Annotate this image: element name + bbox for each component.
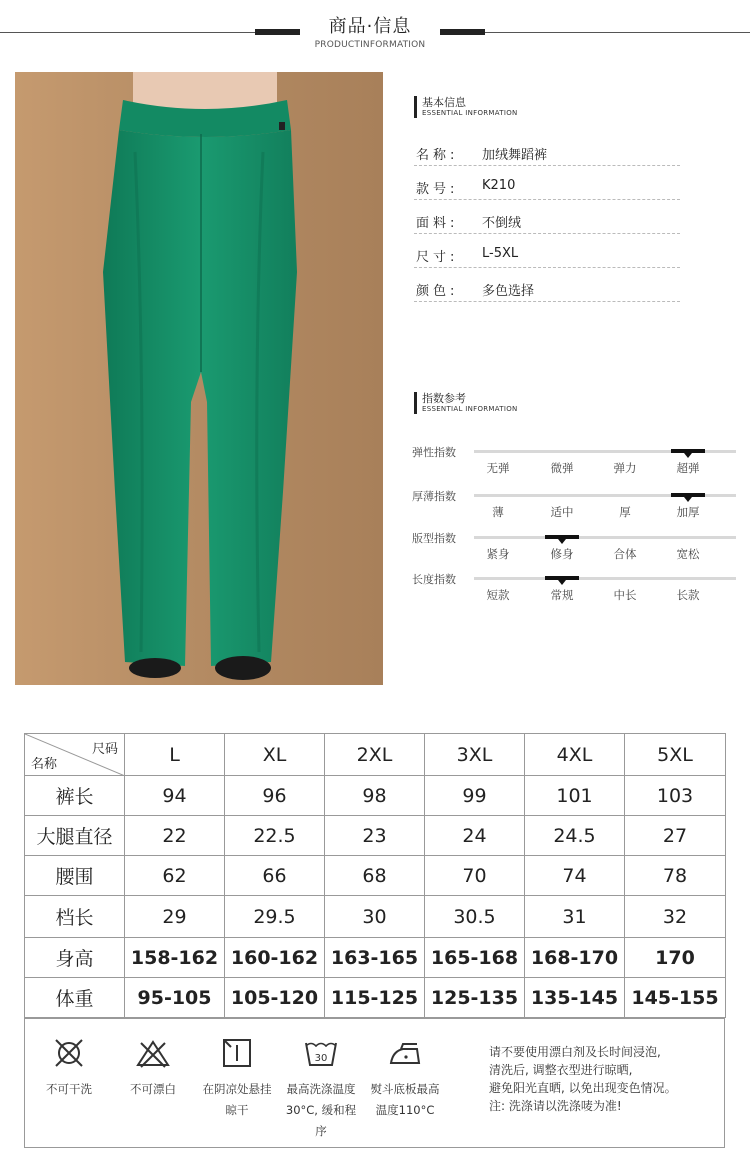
info-label: 名称: — [416, 148, 459, 163]
index-marker-notch — [684, 497, 692, 502]
size-header: 5XL — [625, 734, 726, 776]
index-option: 合体 — [613, 547, 637, 561]
care-text: 晾干 — [225, 1103, 249, 1117]
iron-110-icon — [387, 1037, 423, 1069]
table-cell: 24.5 — [525, 816, 625, 856]
shade-dry-icon — [221, 1037, 253, 1069]
table-row — [25, 816, 726, 856]
care-note-line: 避免阳光直晒, 以免出现变色情况。 — [489, 1081, 677, 1095]
index-option: 常规 — [550, 588, 574, 602]
care-note-line: 注: 洗涤请以洗涤唛为准! — [489, 1099, 622, 1113]
care-text: 30°C, 缓和程 — [285, 1103, 357, 1117]
index-option: 适中 — [550, 505, 574, 519]
info-value: L-5XL — [482, 246, 519, 261]
index-track — [474, 536, 736, 539]
product-photo — [15, 72, 383, 685]
info-row-color — [414, 274, 680, 302]
care-note — [489, 1043, 719, 1115]
section-subtitle: ESSENTIAL INFORMATION — [422, 109, 518, 117]
index-option: 薄 — [492, 505, 504, 519]
table-cell: 74 — [525, 856, 625, 896]
table-row — [25, 776, 726, 816]
info-label: 款号: — [416, 182, 459, 197]
index-marker-notch — [558, 580, 566, 585]
table-cell: 160-162 — [225, 938, 325, 978]
table-row — [25, 938, 726, 978]
table-cell: 30 — [325, 896, 425, 938]
info-row-fabric — [414, 206, 680, 234]
section-subtitle: ESSENTIAL INFORMATION — [422, 405, 518, 413]
info-label: 面料: — [416, 216, 459, 231]
size-header: 3XL — [425, 734, 525, 776]
table-cell: 23 — [325, 816, 425, 856]
table-cell: 29.5 — [225, 896, 325, 938]
section-bar — [414, 392, 417, 414]
section-bar — [414, 96, 417, 118]
index-option: 厚 — [619, 505, 631, 519]
table-row — [25, 856, 726, 896]
index-option: 微弹 — [550, 461, 574, 475]
index-option: 长款 — [676, 588, 700, 602]
table-cell: 30.5 — [425, 896, 525, 938]
index-option: 短款 — [486, 588, 510, 602]
care-text: 不可干洗 — [46, 1082, 92, 1096]
size-header: XL — [225, 734, 325, 776]
care-text: 不可漂白 — [130, 1082, 176, 1096]
care-instructions — [24, 1018, 725, 1148]
table-cell: 27 — [625, 816, 726, 856]
info-value: K210 — [482, 178, 516, 193]
index-option: 弹力 — [613, 461, 637, 475]
table-cell: 99 — [425, 776, 525, 816]
table-corner — [25, 734, 125, 776]
table-cell: 29 — [125, 896, 225, 938]
index-label: 版型指数 — [412, 532, 456, 545]
index-label: 厚薄指数 — [412, 490, 456, 503]
row-label: 体重 — [25, 978, 125, 1018]
info-value: 多色选择 — [482, 284, 535, 299]
info-value: 不倒绒 — [482, 216, 522, 231]
table-cell: 115-125 — [325, 978, 425, 1018]
index-option: 中长 — [613, 588, 637, 602]
table-cell: 68 — [325, 856, 425, 896]
no-dry-clean-icon — [53, 1037, 85, 1069]
table-cell: 105-120 — [225, 978, 325, 1018]
size-header: 2XL — [325, 734, 425, 776]
care-text: 熨斗底板最高 — [370, 1082, 440, 1096]
care-note-line: 请不要使用漂白剂及长时间浸泡, — [489, 1045, 661, 1059]
table-cell: 62 — [125, 856, 225, 896]
care-text: 序 — [315, 1124, 327, 1138]
table-cell: 22.5 — [225, 816, 325, 856]
care-text: 最高洗涤温度 — [286, 1082, 356, 1096]
table-row — [25, 978, 726, 1018]
header-accent-right — [440, 29, 485, 35]
wash-30-icon — [303, 1037, 339, 1069]
table-cell: 170 — [625, 938, 726, 978]
info-row-size — [414, 240, 680, 268]
section-title: 指数参考 — [422, 392, 466, 405]
index-option: 修身 — [550, 547, 574, 561]
table-cell: 101 — [525, 776, 625, 816]
row-label: 档长 — [25, 896, 125, 938]
row-label: 腰围 — [25, 856, 125, 896]
table-cell: 78 — [625, 856, 726, 896]
index-option: 加厚 — [676, 505, 700, 519]
info-label: 尺寸: — [416, 250, 459, 265]
table-cell: 66 — [225, 856, 325, 896]
size-header: L — [125, 734, 225, 776]
table-cell: 103 — [625, 776, 726, 816]
info-label: 颜色: — [416, 284, 459, 299]
header-subtitle: PRODUCTINFORMATION — [314, 40, 426, 50]
wash-temp-label: 30 — [314, 1053, 328, 1064]
table-cell: 24 — [425, 816, 525, 856]
size-header-row — [25, 734, 726, 776]
header-accent-left — [255, 29, 300, 35]
index-option: 无弹 — [486, 461, 510, 475]
header-title: 商品·信息 — [328, 16, 412, 37]
index-option: 紧身 — [486, 547, 510, 561]
table-cell: 98 — [325, 776, 425, 816]
info-row-style-no — [414, 172, 680, 200]
index-label: 长度指数 — [412, 573, 456, 586]
info-value: 加绒舞蹈裤 — [482, 148, 548, 163]
table-row — [25, 896, 726, 938]
index-track — [474, 577, 736, 580]
index-marker-notch — [558, 539, 566, 544]
table-cell: 158-162 — [125, 938, 225, 978]
index-marker-notch — [684, 453, 692, 458]
table-cell: 70 — [425, 856, 525, 896]
index-option: 超弹 — [676, 461, 700, 475]
row-label: 身高 — [25, 938, 125, 978]
table-cell: 168-170 — [525, 938, 625, 978]
table-cell: 94 — [125, 776, 225, 816]
index-option: 宽松 — [676, 547, 700, 561]
care-text: 在阴凉处悬挂 — [202, 1082, 272, 1096]
table-cell: 31 — [525, 896, 625, 938]
index-label: 弹性指数 — [412, 446, 456, 459]
table-cell: 145-155 — [625, 978, 726, 1018]
table-cell: 135-145 — [525, 978, 625, 1018]
section-title: 基本信息 — [422, 96, 466, 109]
row-label: 裤长 — [25, 776, 125, 816]
no-bleach-icon — [135, 1037, 171, 1069]
info-row-name — [414, 138, 680, 166]
table-cell: 96 — [225, 776, 325, 816]
table-cell: 165-168 — [425, 938, 525, 978]
table-cell: 95-105 — [125, 978, 225, 1018]
size-header: 4XL — [525, 734, 625, 776]
table-cell: 32 — [625, 896, 726, 938]
size-table — [24, 733, 726, 1018]
product-photo-illustration — [15, 72, 383, 685]
row-label: 大腿直径 — [25, 816, 125, 856]
table-cell: 163-165 — [325, 938, 425, 978]
table-cell: 22 — [125, 816, 225, 856]
care-note-line: 清洗后, 调整衣型进行晾晒, — [489, 1063, 633, 1077]
corner-size-label: 尺码 — [91, 742, 118, 757]
table-cell: 125-135 — [425, 978, 525, 1018]
care-text: 温度110°C — [375, 1103, 435, 1117]
corner-name-label: 名称 — [31, 757, 58, 772]
header-line-right — [440, 32, 750, 33]
